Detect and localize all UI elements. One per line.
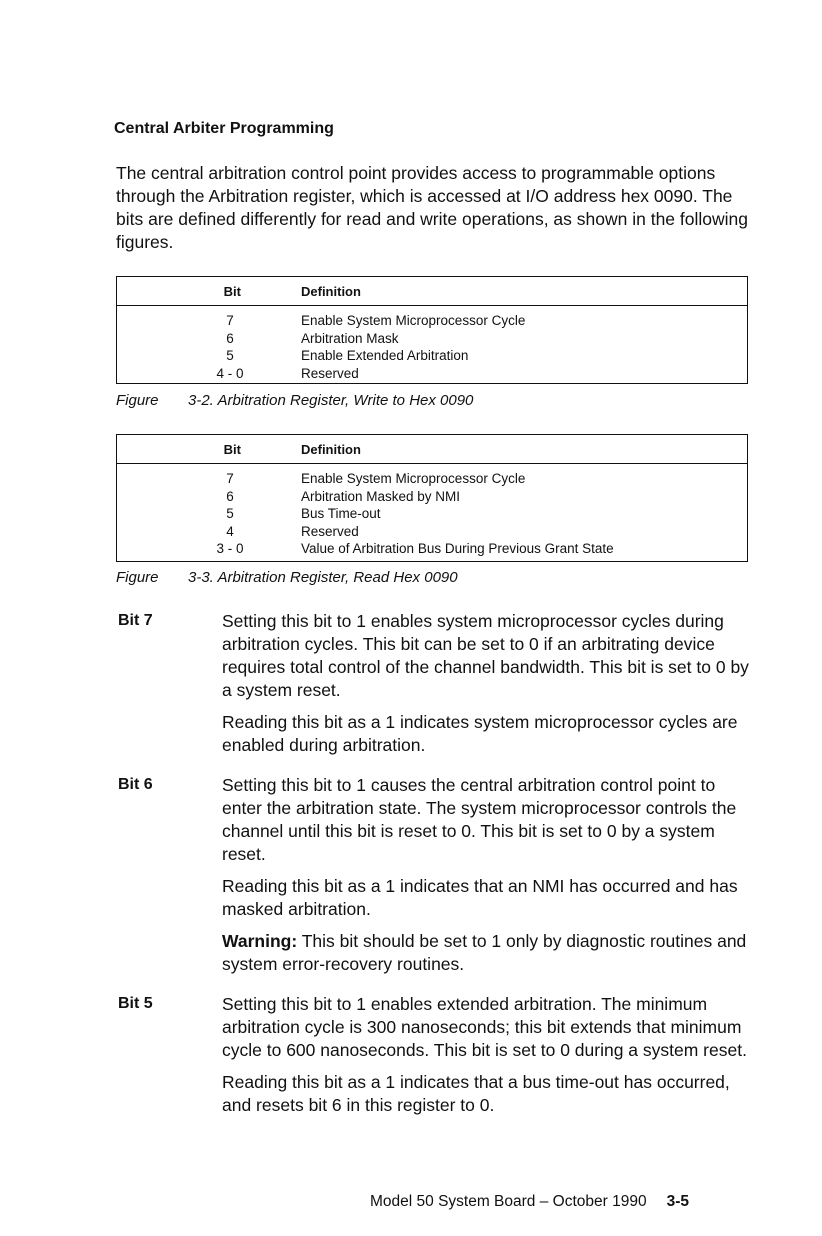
header-definition: Definition xyxy=(301,283,361,299)
footer-text: Model 50 System Board – October 1990 xyxy=(370,1193,647,1210)
bit-7-entry xyxy=(118,610,758,766)
definition-cell: Reserved xyxy=(301,365,359,381)
definition-cell: Enable System Microprocessor Cycle xyxy=(301,471,526,487)
caption-label: Figure xyxy=(116,569,159,586)
bit-paragraph: Setting this bit to 1 enables extended arbitration. The minimum arbitration cycle is 300 nanoseconds; this bit extends that minimum cycle to 600 nanoseconds. This bit is set to 0 during a system reset. xyxy=(222,994,747,1060)
table-row xyxy=(117,365,747,383)
definition-cell: Arbitration Mask xyxy=(301,330,399,346)
figure-3-3-table xyxy=(116,434,748,562)
caption-text: 3-3. Arbitration Register, Read Hex 0090 xyxy=(188,569,458,586)
bit-cell: 4 xyxy=(226,523,234,539)
header-bit: Bit xyxy=(223,441,241,457)
table-header xyxy=(117,277,747,306)
figure-3-2-table xyxy=(116,276,748,384)
table-row xyxy=(117,347,747,365)
definition-cell: Enable Extended Arbitration xyxy=(301,348,469,364)
definition-cell: Reserved xyxy=(301,523,359,539)
section-heading: Central Arbiter Programming xyxy=(114,120,334,137)
table-row xyxy=(117,540,747,558)
page-number: 3-5 xyxy=(666,1193,689,1210)
warning-text: This bit should be set to 1 only by diagnostic routines and system error-recovery routines. xyxy=(222,931,747,974)
bit-paragraph: Setting this bit to 1 causes the central arbitration control point to enter the arbitration state. The system microprocessor controls the channel until this bit is reset to 0. This bit is set to 0 by a system reset. xyxy=(222,775,737,864)
table-row xyxy=(117,470,747,488)
table-row xyxy=(117,330,747,348)
caption-text: 3-2. Arbitration Register, Write to Hex 0090 xyxy=(188,392,474,409)
table-row xyxy=(117,523,747,541)
definition-cell: Arbitration Masked by NMI xyxy=(301,488,461,504)
table-row xyxy=(117,505,747,523)
bit-6-entry xyxy=(118,774,758,985)
table-row xyxy=(117,312,747,330)
intro-paragraph: The central arbitration control point provides access to programmable options through the Arbitration register, which is accessed at I/O address hex 0090. The bits are defined differently for read and write operations, as shown in the following figures. xyxy=(116,163,748,252)
bit-cell: 5 xyxy=(226,348,234,364)
bit-cell: 6 xyxy=(226,330,234,346)
bit-paragraph: Reading this bit as a 1 indicates that a bus time-out has occurred, and resets bit 6 in this register to 0. xyxy=(222,1072,730,1115)
table-row xyxy=(117,488,747,506)
bit-label: Bit 6 xyxy=(118,776,153,793)
header-bit: Bit xyxy=(223,283,241,299)
page-footer xyxy=(370,1193,689,1211)
header-definition: Definition xyxy=(301,441,361,457)
bit-cell: 7 xyxy=(226,471,234,487)
bit-descriptions xyxy=(118,610,758,1134)
bit-paragraph: Reading this bit as a 1 indicates that an NMI has occurred and has masked arbitration. xyxy=(222,876,738,919)
bit-label: Bit 5 xyxy=(118,995,153,1012)
bit-cell: 3 - 0 xyxy=(216,541,244,557)
bit-label: Bit 7 xyxy=(118,612,153,629)
bit-paragraph: Reading this bit as a 1 indicates system microprocessor cycles are enabled during arbitration. xyxy=(222,712,738,755)
bit-cell: 5 xyxy=(226,506,234,522)
bit-cell: 4 - 0 xyxy=(216,365,244,381)
definition-cell: Bus Time-out xyxy=(301,506,381,522)
figure-3-2-caption xyxy=(116,392,473,409)
bit-cell: 7 xyxy=(226,313,234,329)
bit-5-entry xyxy=(118,993,758,1126)
definition-cell: Value of Arbitration Bus During Previous Grant State xyxy=(301,541,614,557)
figure-3-3-caption xyxy=(116,569,458,586)
bit-cell: 6 xyxy=(226,488,234,504)
caption-label: Figure xyxy=(116,392,159,409)
warning-label: Warning: xyxy=(222,931,298,951)
table-header xyxy=(117,435,747,464)
bit-paragraph: Setting this bit to 1 enables system microprocessor cycles during arbitration cycles. This bit can be set to 0 if an arbitrating device requires total control of the channel bandwidth. This bit is set to 0 by a system reset. xyxy=(222,611,749,700)
definition-cell: Enable System Microprocessor Cycle xyxy=(301,313,526,329)
warning-paragraph xyxy=(222,930,752,976)
